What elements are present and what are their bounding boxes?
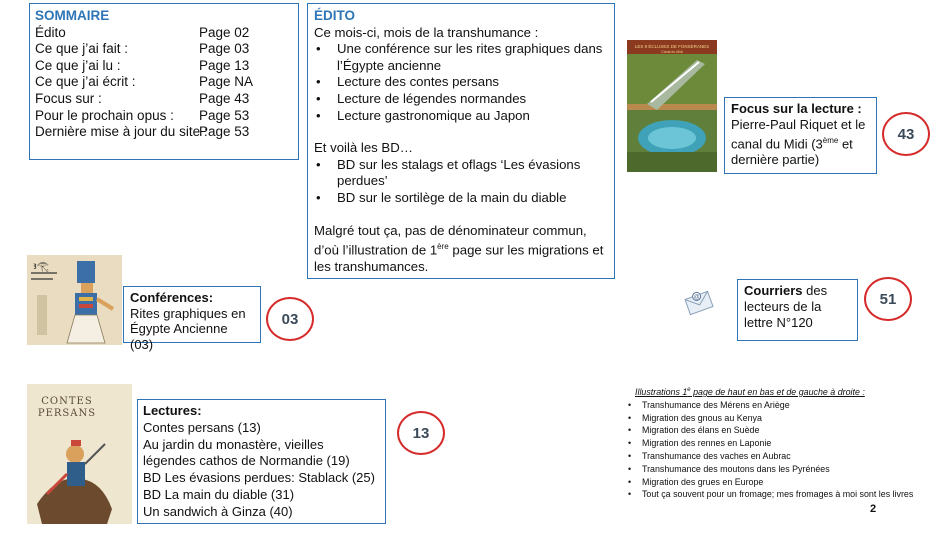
edito-bd-list-item: • BD sur les stalags et oflags ‘Les évasions perdues’ xyxy=(314,157,608,190)
canal-image-caption: LES 9 ÉCLUSES DE FONSERANES xyxy=(634,44,710,49)
lectures-list-item: BD Les évasions perdues: Stablack (25) xyxy=(143,470,375,486)
lectures-title: Lectures: xyxy=(143,403,202,418)
illustrations-list xyxy=(616,399,946,501)
focus-text: Pierre-Paul Riquet et le canal du Midi (3ème et dernière partie) xyxy=(731,117,866,168)
sommaire-row[interactable] xyxy=(35,91,293,108)
sommaire-row-label: Édito xyxy=(35,24,66,40)
conferences-title: Conférences: xyxy=(130,290,214,305)
sommaire-list xyxy=(35,25,293,141)
sommaire-row-page: Page 02 xyxy=(199,24,250,40)
sommaire-row-label: Ce que j’ai écrit : xyxy=(35,74,136,90)
lectures-page-circle[interactable]: 13 xyxy=(397,411,445,455)
illustration-list-item: • Transhumance des moutons dans les Pyrénées xyxy=(616,463,946,476)
sommaire-row-label: Focus sur : xyxy=(35,90,102,106)
svg-text:ꜣ𓂀: ꜣ𓂀 xyxy=(33,261,50,272)
sommaire-row-page: Page 53 xyxy=(199,107,250,123)
lectures-list-item: BD La main du diable (31) xyxy=(143,486,295,502)
courriers-text: des lecteurs de la lettre N°120 xyxy=(744,283,828,330)
canal-du-midi-photo xyxy=(627,40,717,172)
mail-envelope-icon xyxy=(684,287,714,319)
edito-list-item: • Une conférence sur les rites graphiques dans l’Égypte ancienne xyxy=(314,41,608,74)
focus-title: Focus sur la lecture : xyxy=(731,101,862,116)
book-title-line1: CONTES xyxy=(41,396,93,407)
edito-bd-list xyxy=(314,157,608,207)
conferences-text: Rites graphiques en Égypte Ancienne (03) xyxy=(130,305,246,352)
edito-bd-list-item: • BD sur le sortilège de la main du diable xyxy=(314,190,608,207)
edito-list xyxy=(314,41,608,124)
courriers-title: Courriers xyxy=(744,283,803,298)
sommaire-row-label: Pour le prochain opus : xyxy=(35,107,174,123)
canal-image-subcaption: Canal du Midi xyxy=(661,50,683,54)
courriers-page-circle[interactable]: 51 xyxy=(864,277,912,321)
edito-title: ÉDITO xyxy=(314,8,356,23)
lectures-list xyxy=(143,420,380,521)
edito-bd-intro: Et voilà les BD… xyxy=(314,140,413,156)
sommaire-row-page: Page 43 xyxy=(199,90,250,106)
sommaire-row-label: Ce que j’ai fait : xyxy=(35,41,129,57)
page-number: 2 xyxy=(870,503,877,515)
sommaire-box xyxy=(29,3,299,160)
illustration-list-item: • Migration des rennes en Laponie xyxy=(616,437,946,450)
focus-page-circle[interactable]: 43 xyxy=(882,112,930,156)
illustration-list-item: • Transhumance des Mérens en Ariège xyxy=(616,399,946,412)
lectures-box xyxy=(137,399,386,524)
lectures-list-item: Contes persans (13) xyxy=(143,419,261,435)
sommaire-row[interactable] xyxy=(35,58,293,75)
illustration-list-item: • Migration des grues en Europe xyxy=(616,476,946,489)
lectures-list-item: Un sandwich à Ginza (40) xyxy=(143,503,293,519)
courriers-box xyxy=(737,279,858,341)
sommaire-row-page: Page NA xyxy=(199,74,254,90)
sommaire-row[interactable] xyxy=(35,41,293,58)
edito-list-item: • Lecture des contes persans xyxy=(314,74,608,91)
edito-closing: Malgré tout ça, pas de dénominateur commun, d’où l’illustration de 1ère page sur les migrations et les transhumances. xyxy=(314,222,604,275)
illustrations-title: Illustrations 1e page de haut en bas et de gauche à droite : xyxy=(635,386,865,397)
sommaire-row[interactable] xyxy=(35,108,293,125)
sommaire-row-label: Dernière mise à jour du site : xyxy=(35,124,208,140)
illustrations-credits xyxy=(616,384,946,501)
illustration-list-item: • Migration des gnous au Kenya xyxy=(616,412,946,425)
focus-box xyxy=(724,97,877,174)
egyptian-figure-image xyxy=(27,255,122,345)
conferences-page-circle[interactable]: 03 xyxy=(266,297,314,341)
sommaire-row[interactable] xyxy=(35,25,293,42)
sommaire-row-page: Page 03 xyxy=(199,41,250,57)
conferences-box xyxy=(123,286,261,352)
svg-text:@: @ xyxy=(693,293,701,302)
edito-list-item: • Lecture de légendes normandes xyxy=(314,91,608,108)
sommaire-row-label: Ce que j’ai lu : xyxy=(35,57,121,73)
contes-persans-book-cover xyxy=(27,384,132,524)
illustration-list-item: • Transhumance des vaches en Aubrac xyxy=(616,450,946,463)
illustration-list-item: • Migration des élans en Suède xyxy=(616,424,946,437)
book-title-line2: PERSANS xyxy=(37,408,97,419)
lectures-list-item: Au jardin du monastère, vieilles légendes cathos de Normandie (19) xyxy=(143,436,350,469)
sommaire-row[interactable] xyxy=(35,74,293,91)
sommaire-row-page: Page 13 xyxy=(199,57,250,73)
sommaire-row-page: Page 53 xyxy=(199,124,250,140)
illustration-list-item: • Tout ça souvent pour un fromage; mes fromages à moi sont les livres xyxy=(616,488,946,501)
sommaire-title: SOMMAIRE xyxy=(35,8,110,23)
edito-box xyxy=(307,3,615,279)
edito-list-item: • Lecture gastronomique au Japon xyxy=(314,108,608,125)
sommaire-row[interactable] xyxy=(35,124,293,141)
edito-intro: Ce mois-ci, mois de la transhumance : xyxy=(314,24,539,40)
